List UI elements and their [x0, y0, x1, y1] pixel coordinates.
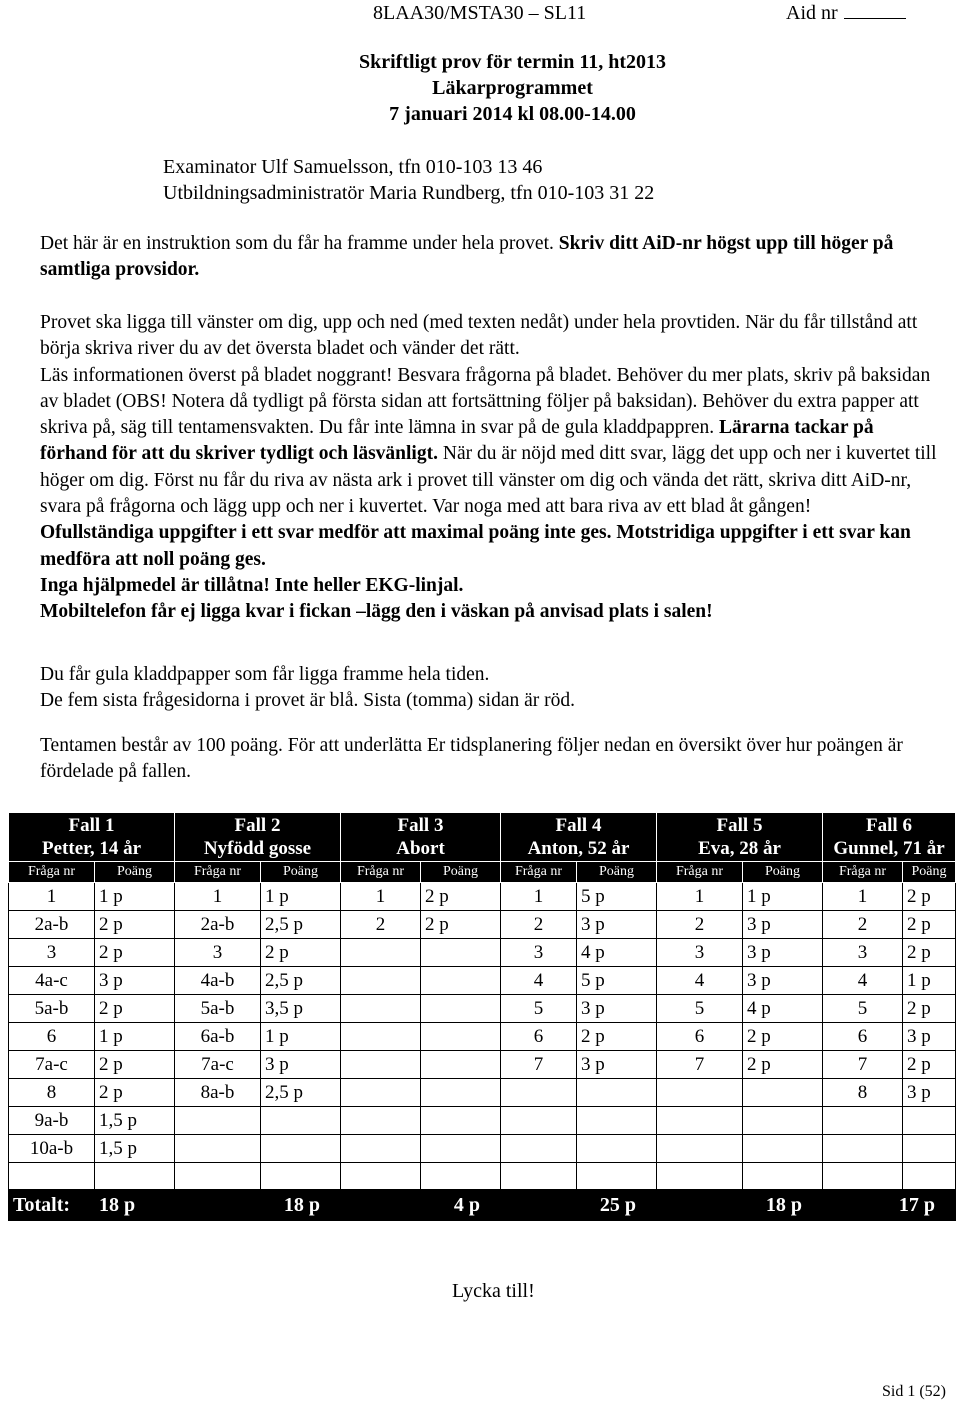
points-cell: 2 p [743, 1023, 823, 1051]
points-cell [577, 1107, 657, 1135]
table-row-blank [9, 1163, 956, 1190]
points-cell: 1 p [95, 883, 175, 911]
question-cell: 10a-b [9, 1135, 95, 1163]
question-cell: 7a-c [175, 1051, 261, 1079]
course-code: 8LAA30/MSTA30 – SL11 [373, 2, 587, 24]
question-cell [657, 1135, 743, 1163]
points-cell [421, 1135, 501, 1163]
table-row [9, 883, 956, 911]
total-value: 18 p [95, 1190, 175, 1221]
table-row [9, 1079, 956, 1107]
paper-yellow: Du får gula kladdpapper som får ligga framme hela tiden. [40, 664, 490, 685]
col-header-points: Poäng [95, 862, 175, 883]
points-cell [421, 1079, 501, 1107]
empty-cell [903, 1163, 956, 1190]
points-cell: 3 p [903, 1079, 956, 1107]
points-cell [421, 967, 501, 995]
empty-cell [657, 1163, 743, 1190]
question-cell: 5 [657, 995, 743, 1023]
question-cell [341, 995, 421, 1023]
question-cell: 5a-b [175, 995, 261, 1023]
empty-cell [9, 1163, 95, 1190]
column-header-row [9, 862, 956, 883]
question-cell [175, 1107, 261, 1135]
points-cell [261, 1135, 341, 1163]
points-cell: 1 p [743, 883, 823, 911]
points-cell: 1 p [903, 967, 956, 995]
points-cell: 3 p [743, 911, 823, 939]
total-label: Totalt: [9, 1190, 95, 1221]
table-row [9, 967, 956, 995]
question-cell: 7 [501, 1051, 577, 1079]
table-row [9, 995, 956, 1023]
question-cell: 1 [501, 883, 577, 911]
question-cell [823, 1107, 903, 1135]
question-cell: 2a-b [175, 911, 261, 939]
question-cell: 1 [9, 883, 95, 911]
points-cell [743, 1079, 823, 1107]
points-cell: 3 p [903, 1023, 956, 1051]
points-cell: 2 p [903, 1051, 956, 1079]
points-cell: 2,5 p [261, 1079, 341, 1107]
empty-cell [261, 1163, 341, 1190]
question-cell: 8 [823, 1079, 903, 1107]
question-cell [501, 1107, 577, 1135]
case-title: Fall 3 [397, 815, 444, 836]
question-cell: 3 [823, 939, 903, 967]
case-title: Fall 4 [555, 815, 602, 836]
question-cell: 5 [501, 995, 577, 1023]
case-subtitle: Gunnel, 71 år [833, 838, 945, 859]
question-cell [341, 1051, 421, 1079]
question-cell: 6a-b [175, 1023, 261, 1051]
case-header [175, 813, 341, 862]
points-cell: 2 p [903, 883, 956, 911]
title-line-1: Skriftligt prov för termin 11, ht2013 [358, 51, 667, 73]
points-cell: 3 p [577, 911, 657, 939]
points-cell: 1,5 p [95, 1135, 175, 1163]
rule-no-aids: Inga hjälpmedel är tillåtna! Inte heller EKG-linjal. [40, 574, 464, 596]
question-cell: 6 [657, 1023, 743, 1051]
points-cell: 1 p [261, 1023, 341, 1051]
intro-aid-rule: Skriv ditt AiD-nr högst upp till höger på samtliga provsidor [40, 233, 894, 281]
col-header-question: Fråga nr [823, 862, 903, 883]
empty-cell [743, 1163, 823, 1190]
question-cell: 4 [657, 967, 743, 995]
question-cell [341, 1079, 421, 1107]
aid-field[interactable] [786, 2, 906, 25]
case-header [823, 813, 956, 862]
intro-period: . [194, 259, 200, 281]
case-subtitle: Anton, 52 år [527, 838, 630, 859]
question-cell: 2 [501, 911, 577, 939]
question-cell: 8a-b [175, 1079, 261, 1107]
col-header-question: Fråga nr [9, 862, 95, 883]
question-cell: 1 [657, 883, 743, 911]
col-header-points: Poäng [421, 862, 501, 883]
instruction-points [40, 733, 940, 786]
points-cell [743, 1107, 823, 1135]
points-cell: 1,5 p [95, 1107, 175, 1135]
case-header [501, 813, 657, 862]
question-cell [341, 1107, 421, 1135]
question-cell: 5 [823, 995, 903, 1023]
col-header-question: Fråga nr [657, 862, 743, 883]
points-cell [421, 939, 501, 967]
question-cell [341, 1023, 421, 1051]
case-header-row [9, 813, 956, 862]
case-subtitle: Nyfödd gosse [203, 838, 312, 859]
case-title: Fall 2 [234, 815, 281, 836]
table-row [9, 1051, 956, 1079]
col-header-points: Poäng [261, 862, 341, 883]
points-cell: 2,5 p [261, 911, 341, 939]
case-header [9, 813, 175, 862]
empty-cell [823, 1163, 903, 1190]
total-value: 18 p [175, 1190, 341, 1221]
points-cell [903, 1107, 956, 1135]
points-overview: Tentamen består av 100 poäng. För att underlätta Er tidsplanering följer nedan en översikt över hur poängen är fördelade på fallen. [40, 735, 903, 783]
empty-cell [421, 1163, 501, 1190]
procedure-text-1: Provet ska ligga till vänster om dig, upp och ned (med texten nedåt) under hela provtiden. När du får tillstånd att börja skriva river du av det översta bladet och vänder det rätt. [40, 312, 918, 360]
aid-label: Aid nr [786, 2, 838, 24]
question-cell: 3 [501, 939, 577, 967]
case-title: Fall 6 [866, 815, 912, 836]
procedure-text-3: När du är nöjd med ditt svar, lägg det upp och ner i kuvertet till höger om dig. Först nu får du riva av nästa ark i provet till vänster om dig och vända det rätt, skriva ditt AiD-nr, svara på frågorna och lägg upp och ner i kuvertet. Var noga med att bara riva av ett blad åt gången! [40, 443, 937, 518]
points-cell [421, 1051, 501, 1079]
table-row [9, 1135, 956, 1163]
col-header-points: Poäng [743, 862, 823, 883]
table-row [9, 1023, 956, 1051]
empty-cell [577, 1163, 657, 1190]
question-cell: 6 [823, 1023, 903, 1051]
title-line-3: 7 januari 2014 kl 08.00-14.00 [389, 103, 636, 125]
points-cell: 2 p [903, 911, 956, 939]
case-header [341, 813, 501, 862]
table-row [9, 911, 956, 939]
empty-cell [95, 1163, 175, 1190]
points-cell: 2 p [95, 911, 175, 939]
points-cell: 3,5 p [261, 995, 341, 1023]
question-cell: 6 [501, 1023, 577, 1051]
points-table [8, 812, 956, 1221]
question-cell: 2 [341, 911, 421, 939]
points-cell [421, 995, 501, 1023]
case-subtitle: Petter, 14 år [42, 838, 141, 859]
examiner: Examinator Ulf Samuelsson, tfn 010-103 13 46 [163, 156, 543, 178]
points-cell [261, 1107, 341, 1135]
col-header-points: Poäng [903, 862, 956, 883]
question-cell: 1 [341, 883, 421, 911]
points-cell: 2 p [577, 1023, 657, 1051]
instruction-procedure [40, 310, 940, 626]
contacts [163, 154, 654, 206]
case-subtitle: Abort [396, 838, 445, 859]
question-cell: 6 [9, 1023, 95, 1051]
question-cell: 1 [175, 883, 261, 911]
col-header-question: Fråga nr [175, 862, 261, 883]
question-cell [341, 939, 421, 967]
total-value: 18 p [657, 1190, 823, 1221]
question-cell: 3 [657, 939, 743, 967]
points-cell: 2 p [95, 1051, 175, 1079]
totals-row [9, 1190, 956, 1221]
case-title: Fall 5 [716, 815, 763, 836]
points-cell: 5 p [577, 883, 657, 911]
question-cell: 5a-b [9, 995, 95, 1023]
question-cell: 8 [9, 1079, 95, 1107]
aid-input-line[interactable] [844, 2, 906, 19]
col-header-question: Fråga nr [341, 862, 421, 883]
question-cell: 2 [657, 911, 743, 939]
intro-text: Det här är en instruktion som du får ha framme under hela provet. [40, 233, 559, 254]
points-cell [421, 1107, 501, 1135]
points-cell: 2 p [261, 939, 341, 967]
col-header-points: Poäng [577, 862, 657, 883]
page-number: Sid 1 (52) [882, 1383, 946, 1400]
points-cell: 2 p [903, 995, 956, 1023]
procedure-text-2: Läs informationen överst på bladet noggrant! Besvara frågorna på bladet. Behöver du mer plats, skriv på baksidan av bladet (OBS! Notera då tydligt på första sidan att fortsättning följer på baksidan). Behöver du extra papper att skriva på, säg till tentamensvakten. Du får inte lämna in svar på de gula kladdpappren. [40, 364, 931, 439]
question-cell: 4a-c [9, 967, 95, 995]
question-cell [501, 1135, 577, 1163]
question-cell: 4a-b [175, 967, 261, 995]
question-cell [657, 1079, 743, 1107]
question-cell: 2 [823, 911, 903, 939]
points-cell: 3 p [577, 995, 657, 1023]
question-cell: 2a-b [9, 911, 95, 939]
points-cell: 3 p [743, 967, 823, 995]
rule-mobile: Mobiltelefon får ej ligga kvar i fickan –lägg den i väskan på anvisad plats i salen! [40, 601, 713, 623]
empty-cell [501, 1163, 577, 1190]
col-header-question: Fråga nr [501, 862, 577, 883]
case-subtitle: Eva, 28 år [698, 838, 781, 859]
paper-colors: De fem sista frågesidorna i provet är blå. Sista (tomma) sidan är röd. [40, 690, 576, 712]
points-cell: 2 p [903, 939, 956, 967]
points-cell [421, 1023, 501, 1051]
procedure-legibility: Lärarna tackar på förhand för att du skriver tydligt och läsvänligt. [40, 417, 874, 465]
question-cell: 7 [657, 1051, 743, 1079]
case-header [657, 813, 823, 862]
points-cell: 2 p [95, 995, 175, 1023]
question-cell: 4 [823, 967, 903, 995]
question-cell [175, 1135, 261, 1163]
instruction-paper [40, 662, 940, 715]
instruction-intro [40, 231, 940, 284]
points-cell: 3 p [261, 1051, 341, 1079]
question-cell [823, 1135, 903, 1163]
points-cell: 4 p [577, 939, 657, 967]
title-line-2: Läkarprogrammet [432, 77, 593, 99]
points-cell: 2 p [421, 883, 501, 911]
case-title: Fall 1 [68, 815, 115, 836]
empty-cell [175, 1163, 261, 1190]
points-cell: 2 p [743, 1051, 823, 1079]
question-cell: 4 [501, 967, 577, 995]
points-cell: 2 p [95, 1079, 175, 1107]
question-cell [341, 1135, 421, 1163]
total-value: 4 p [341, 1190, 501, 1221]
points-cell: 3 p [743, 939, 823, 967]
question-cell: 3 [9, 939, 95, 967]
points-cell: 3 p [95, 967, 175, 995]
points-cell: 2 p [95, 939, 175, 967]
points-cell [577, 1135, 657, 1163]
total-value: 17 p [823, 1190, 956, 1221]
rule-incomplete: Ofullständiga uppgifter i ett svar medför att maximal poäng inte ges. Motstridiga uppgifter i ett svar kan medföra att noll poäng ges. [40, 522, 911, 570]
closing-text: Lycka till! [452, 1280, 535, 1302]
points-cell: 2,5 p [261, 967, 341, 995]
question-cell: 3 [175, 939, 261, 967]
points-cell: 3 p [577, 1051, 657, 1079]
question-cell: 7 [823, 1051, 903, 1079]
points-cell: 1 p [95, 1023, 175, 1051]
table-row [9, 939, 956, 967]
question-cell: 1 [823, 883, 903, 911]
question-cell [657, 1107, 743, 1135]
exam-title [0, 49, 960, 127]
points-cell: 1 p [261, 883, 341, 911]
question-cell [341, 967, 421, 995]
table-row [9, 1107, 956, 1135]
points-cell: 4 p [743, 995, 823, 1023]
points-cell [903, 1135, 956, 1163]
question-cell: 9a-b [9, 1107, 95, 1135]
total-value: 25 p [501, 1190, 657, 1221]
points-cell [577, 1079, 657, 1107]
points-cell: 2 p [421, 911, 501, 939]
points-cell: 5 p [577, 967, 657, 995]
question-cell [501, 1079, 577, 1107]
points-cell [743, 1135, 823, 1163]
empty-cell [341, 1163, 421, 1190]
question-cell: 7a-c [9, 1051, 95, 1079]
administrator: Utbildningsadministratör Maria Rundberg, tfn 010-103 31 22 [163, 182, 655, 204]
